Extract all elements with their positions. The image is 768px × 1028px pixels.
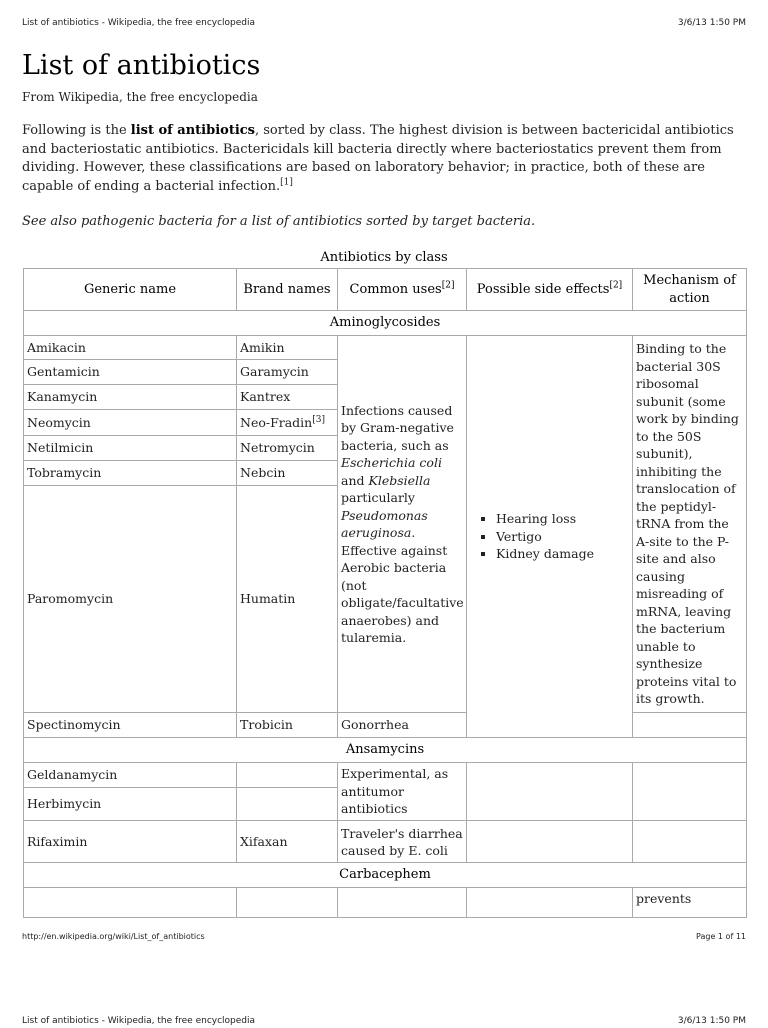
antibiotics-table (23, 268, 747, 918)
brand-cell: Nebcin (237, 461, 338, 486)
class-aminoglycosides: Aminoglycosides (24, 311, 747, 336)
uses-cell: Gonorrhea (338, 713, 467, 738)
table-caption: Antibiotics by class (320, 250, 448, 265)
side-effects-cell (467, 763, 633, 821)
brand-cell (237, 888, 338, 918)
print-footer (22, 932, 746, 944)
header-common-uses-ref[interactable]: [2] (441, 280, 455, 291)
generic-cell[interactable]: Kanamycin (24, 385, 237, 410)
class-carbacephem: Carbacephem (24, 863, 747, 888)
header-brand-names: Brand names (237, 269, 338, 311)
intro-text-pre: Following is the (22, 123, 131, 138)
intro-link[interactable]: list of antibiotics (130, 123, 255, 138)
intro-reference[interactable]: [1] (280, 177, 293, 188)
mechanism-cell: prevents (633, 888, 747, 918)
uses-cell (338, 888, 467, 918)
brand-cell (237, 410, 338, 436)
generic-cell (24, 888, 237, 918)
generic-cell[interactable]: Herbimycin (24, 788, 237, 821)
generic-cell[interactable]: Netilmicin (24, 436, 237, 461)
brand-cell: Amikin (237, 336, 338, 360)
aminoglycosides-side-effects (467, 336, 633, 738)
uses-text: and (341, 472, 369, 488)
class-ansamycins: Ansamycins (24, 738, 747, 763)
side-effects-list (470, 510, 629, 563)
brand-cell: Kantrex (237, 385, 338, 410)
brand-cell (237, 788, 338, 821)
side-effect-item: ▪ Kidney damage (496, 545, 629, 563)
header-side-effects-label: Possible side effects (476, 281, 610, 297)
next-page-header-datetime: 3/6/13 1:50 PM (677, 1016, 746, 1026)
brand-cell: Garamycin (237, 360, 338, 385)
print-header-datetime: 3/6/13 1:50 PM (677, 18, 746, 28)
side-effects-cell (467, 888, 633, 918)
print-header-title: List of antibiotics - Wikipedia, the free encyclopedia (22, 18, 256, 28)
page-subtitle: From Wikipedia, the free encyclopedia (22, 90, 258, 104)
brand-reference[interactable]: [3] (312, 414, 325, 425)
uses-text: . Effective against Aerobic bacteria (not obligate/facultative anaerobes) and tularemia. (341, 525, 464, 645)
generic-cell[interactable]: Gentamicin (24, 360, 237, 385)
uses-text: particularly (341, 490, 415, 505)
brand-cell (237, 763, 338, 788)
uses-cell: Traveler's diarrhea caused by E. coli (338, 821, 467, 863)
table-row (24, 763, 747, 788)
next-page-header (22, 1016, 746, 1028)
see-also-note: See also pathogenic bacteria for a list of antibiotics sorted by target bacteria. (22, 214, 536, 229)
generic-cell[interactable]: Spectinomycin (24, 713, 237, 738)
print-header (22, 18, 746, 32)
brand-cell: Humatin (237, 486, 338, 713)
mechanism-cell (633, 821, 747, 863)
print-footer-page: Page 1 of 11 (696, 932, 746, 941)
side-effect-item: ▪ Hearing loss (496, 510, 629, 528)
next-page-header-title: List of antibiotics - Wikipedia, the free encyclopedia (22, 1016, 256, 1026)
brand-cell: Netromycin (237, 436, 338, 461)
side-effects-cell (467, 821, 633, 863)
generic-cell[interactable]: Rifaximin (24, 821, 237, 863)
generic-cell[interactable]: Amikacin (24, 336, 237, 360)
generic-cell[interactable]: Tobramycin (24, 461, 237, 486)
header-side-effects (467, 269, 633, 311)
table-row (24, 888, 747, 918)
class-row-aminoglycosides (24, 311, 747, 336)
side-effect-item: ▪ Vertigo (496, 528, 629, 546)
brand-label: Neo-Fradin (240, 414, 313, 430)
aminoglycosides-uses (338, 336, 467, 713)
uses-text: Infections caused by Gram-negative bacteria, such as (341, 402, 454, 453)
header-common-uses-label: Common uses (349, 281, 442, 297)
print-footer-url[interactable]: http://en.wikipedia.org/wiki/List_of_antibiotics (22, 932, 205, 941)
mechanism-cell (633, 763, 747, 821)
brand-cell: Xifaxan (237, 821, 338, 863)
class-row-carbacephem (24, 863, 747, 888)
mechanism-cell (633, 713, 747, 738)
header-generic-name: Generic name (24, 269, 237, 311)
table-row (24, 336, 747, 360)
generic-cell[interactable]: Neomycin (24, 410, 237, 436)
table-header-row (24, 269, 747, 311)
table-row (24, 713, 747, 738)
intro-text-post: , sorted by class. The highest division is between bactericidal antibiotics and bacteriostatic antibiotics. Bactericidals kill bacteria directly where bacteriostatics prevent them from dividing. However, these classifications are based on laboratory behavior; in practice, both of these are capable of ending a bacterial infection. (22, 123, 734, 194)
page-title: List of antibiotics (22, 50, 261, 81)
brand-cell: Trobicin (237, 713, 338, 738)
intro-paragraph (22, 122, 746, 196)
header-side-effects-ref[interactable]: [2] (609, 280, 623, 291)
header-common-uses (338, 269, 467, 311)
uses-italic-ecoli[interactable]: Escherichia coli (341, 455, 442, 470)
uses-italic-pseudomonas[interactable]: Pseudomonas aeruginosa (341, 507, 428, 540)
generic-cell[interactable]: Geldanamycin (24, 763, 237, 788)
aminoglycosides-mechanism: Binding to the bacterial 30S ribosomal subunit (some work by binding to the 50S subunit), inhibiting the translocation of the peptidyl-tRNA from the A-site to the P-site and also causing misreading of mRNA, leaving the bacterium unable to synthesize proteins vital to its growth. (633, 336, 747, 713)
generic-cell[interactable]: Paromomycin (24, 486, 237, 713)
uses-italic-klebsiella[interactable]: Klebsiella (368, 472, 431, 488)
class-row-ansamycins (24, 738, 747, 763)
header-mechanism: Mechanism of action (633, 269, 747, 311)
table-row (24, 821, 747, 863)
ansamycins-uses: Experimental, as antitumor antibiotics (338, 763, 467, 821)
